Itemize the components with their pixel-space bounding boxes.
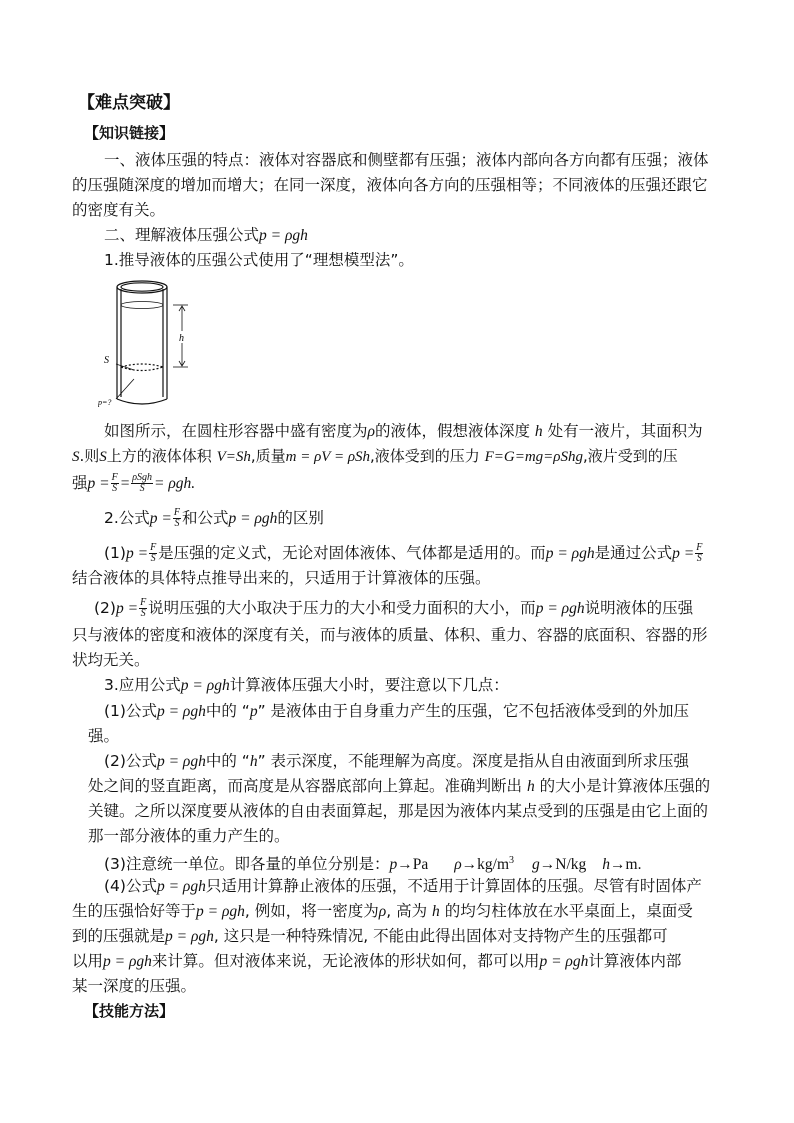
- unit-symbol: h: [602, 856, 611, 874]
- fraction-numerator: F: [150, 542, 157, 553]
- fraction-numerator: F: [111, 472, 118, 483]
- sub1-text: (1): [104, 544, 126, 562]
- formula-volume: V=Sh: [216, 449, 251, 465]
- fraction-denominator: S: [174, 518, 180, 529]
- fraction-denominator: S: [140, 608, 146, 619]
- fraction-numerator: F: [140, 597, 147, 608]
- derive-text: 如图所示，在圆柱形容器中盛有密度为: [104, 422, 368, 440]
- section-knowledge-link: 【知识链接】: [84, 124, 175, 142]
- derive-line3: 强p = $\frac{F}{S}$ = $\frac{\text{ρSgh}}{S}$ = ρgh.: [72, 472, 196, 494]
- p32-text: ” 表示深度，不能理解为高度。深度是指从自由液面到所求压强: [257, 752, 690, 770]
- derive-text: 上方的液体体积: [106, 447, 212, 465]
- sub1-line1: [104, 541, 704, 566]
- p-symbol: p: [249, 703, 258, 720]
- item3-text: 计算液体压强大小时，要注意以下几点：: [229, 676, 509, 694]
- formula-force: F=G=mg=ρShg: [484, 449, 583, 465]
- formula-p-rho-g-h: p = ρgh: [259, 227, 308, 244]
- derive-text: .则: [79, 447, 100, 465]
- fraction-rhosgh-over-s: [131, 473, 153, 494]
- para1-line1: 一、液体压强的特点：液体对容器底和侧壁都有压强；液体内部向各方向都有压强；液体: [104, 151, 709, 169]
- p34-text: 的均匀柱体放在水平桌面上，桌面受: [444, 902, 693, 920]
- fraction-denominator: S: [139, 483, 145, 494]
- para2-text: 二、理解液体压强公式: [104, 226, 260, 244]
- fraction-f-over-s: [173, 508, 181, 529]
- sub2-text: 说明液体的压强: [584, 599, 694, 617]
- p34-line4: [72, 949, 681, 974]
- derive-text: ,质量: [250, 447, 286, 465]
- formula-p: p =: [87, 475, 110, 492]
- heading-difficulty: 【难点突破】: [78, 93, 180, 113]
- p32-line4: 那一部分液体的重力产生的。: [88, 827, 290, 845]
- para1-line2: 的压强随深度的增加而增大；在同一深度，液体向各方向的压强相等；不同液体的压强还跟它: [72, 176, 708, 194]
- item2-line: [104, 506, 324, 531]
- unit-value: →kg/m: [461, 856, 510, 874]
- s-symbol: S: [99, 449, 107, 465]
- h-symbol: h: [249, 753, 258, 770]
- rho-symbol: ρ: [378, 903, 387, 920]
- fraction-f-over-s: [149, 543, 157, 564]
- fraction-numerator: ρSgh: [132, 472, 152, 483]
- section-skill-method: 【技能方法】: [84, 1002, 175, 1020]
- figure-p-label: p=?: [98, 398, 112, 407]
- formula-p: p =: [149, 510, 172, 527]
- figure-s-label: S: [104, 355, 109, 366]
- formula-p-rho-g-h: p = ρgh: [196, 903, 245, 920]
- formula-p-rho-g-h: p = ρgh: [103, 953, 152, 970]
- p32-text: 处之间的竖直距离，而高度是从容器底部向上算起。准确判断出: [88, 777, 523, 795]
- sub1-text: 是通过公式: [594, 544, 673, 562]
- unit-superscript: 3: [509, 855, 515, 866]
- cylinder-container-figure: [98, 275, 208, 415]
- fraction-f-over-s: [139, 598, 147, 619]
- para2-line: [104, 223, 308, 248]
- formula-p-rho-g-h: p = ρgh: [156, 703, 206, 720]
- p34-text: 只适用计算静止液体的压强，不适用于计算固体的压强。尽管有时固体产: [205, 877, 702, 895]
- p34-line3: [72, 924, 668, 949]
- formula-p: p =: [115, 600, 139, 617]
- h-symbol: h: [534, 423, 543, 440]
- fraction-denominator: S: [150, 553, 156, 564]
- p32-text: 的大小是计算液体压强的: [539, 777, 711, 795]
- formula-p-rho-g-h: p = ρgh: [539, 953, 589, 970]
- p34-line1: [104, 874, 702, 899]
- sub2-text: 说明压强的大小取决于压力的大小和受力面积的大小，而: [148, 599, 536, 617]
- formula-result: = ρgh.: [154, 475, 196, 492]
- para1-line3: 的密度有关。: [72, 201, 166, 219]
- formula-p-rho-g-h: p = ρgh: [228, 510, 278, 527]
- fraction-numerator: F: [173, 507, 180, 518]
- item2-text: 的区别: [277, 509, 324, 527]
- derive-text: ,液体受到的压力: [370, 447, 480, 465]
- derive-text: ,液片受到的压: [583, 447, 678, 465]
- p34-text: 来计算。但对液体来说，无论液体的形状如何，都可以用: [151, 952, 540, 970]
- p31-line1: [104, 699, 689, 724]
- item2-text: 和公式: [182, 509, 229, 527]
- sub2-text: (2): [94, 599, 116, 617]
- sub2-line3: 状均无关。: [72, 651, 150, 669]
- p32-text: 中的 “: [205, 752, 250, 770]
- p34-line5: 某一深度的压强。: [72, 977, 197, 995]
- unit-symbol: p: [389, 856, 398, 874]
- p31-text: ” 是液体由于自身重力产生的压强，它不包括液体受到的外加压: [257, 702, 690, 720]
- figure-h-label: h: [179, 333, 184, 344]
- fraction-denominator: S: [112, 483, 118, 494]
- p31-text: 中的 “: [205, 702, 250, 720]
- p34-text: 到的压强就是: [72, 927, 166, 945]
- derive-text: 处有一液片，其面积为: [547, 422, 703, 440]
- rho-symbol: ρ: [367, 423, 375, 440]
- p32-line3: 关键。之所以深度要从液体的自由表面算起，那是因为液体内某点受到的压强是由它上面的: [88, 802, 709, 820]
- p32-line1: [104, 749, 689, 774]
- p34-line2: [72, 899, 693, 924]
- item3-text: 3.应用公式: [104, 676, 181, 694]
- unit-value: →N/kg: [539, 856, 587, 874]
- derive-line2: [72, 444, 678, 469]
- s-symbol: S: [72, 449, 80, 465]
- p34-text: (4)公式: [104, 877, 157, 895]
- formula-p-rho-g-h: p = ρgh: [535, 600, 585, 617]
- unit-symbol: ρ: [454, 856, 462, 874]
- fraction-numerator: F: [696, 542, 703, 553]
- p34-text: 计算液体内部: [588, 952, 682, 970]
- formula-p: p =: [672, 545, 695, 562]
- p34-text: , 这只是一种特殊情况, 不能由此得出固体对支持物产生的压强都可: [213, 927, 668, 945]
- unit-symbol: g: [532, 856, 540, 874]
- p34-text: 生的压强恰好等于: [72, 902, 197, 920]
- formula-p: p =: [125, 545, 149, 562]
- unit-value: →m.: [610, 856, 642, 874]
- p31-text: (1)公式: [104, 702, 157, 720]
- fraction-denominator: S: [696, 553, 702, 564]
- sub1-line2: 结合液体的具体特点推导出来的，只适用于计算液体的压强。: [72, 569, 491, 587]
- sub1-text: 是压强的定义式，无论对固体液体、气体都是适用的。而: [158, 544, 546, 562]
- derive-line1: [104, 419, 703, 444]
- p34-text: , 高为: [386, 902, 428, 920]
- sub2-line2: 只与液体的密度和液体的深度有关，而与液体的质量、体积、重力、容器的底面积、容器的形: [72, 626, 708, 644]
- sub2-line1: [94, 596, 693, 621]
- p34-text: , 例如，将一密度为: [244, 902, 379, 920]
- formula-p-rho-g-h: p = ρgh: [156, 878, 206, 895]
- item2-text: 2.公式: [104, 509, 150, 527]
- p34-text: 以用: [72, 952, 104, 970]
- item1-line: 1.推导液体的压强公式使用了“理想模型法”。: [104, 251, 414, 269]
- derive-text: 强: [72, 474, 88, 492]
- formula-p-rho-g-h: p = ρgh: [156, 753, 206, 770]
- p32-text: (2)公式: [104, 752, 157, 770]
- derive-text: 的液体，假想液体深度: [374, 422, 530, 440]
- p31-line2: 强。: [88, 727, 120, 745]
- p33-line: [104, 849, 641, 877]
- h-symbol: h: [526, 778, 535, 795]
- item3-line: [104, 673, 509, 698]
- fraction-f-over-s: [111, 473, 119, 494]
- formula-p-rho-g-h: p = ρgh: [545, 545, 595, 562]
- unit-value: →Pa: [397, 856, 429, 874]
- p32-line2: [88, 774, 710, 799]
- p33-text: (3)注意统一单位。即各量的单位分别是：: [104, 855, 390, 874]
- formula-mass: m = ρV = ρSh: [285, 449, 371, 465]
- h-symbol: h: [432, 903, 440, 920]
- formula-p-rho-g-h: p = ρgh: [165, 928, 214, 945]
- fraction-f-over-s: [695, 543, 703, 564]
- formula-p-rho-g-h: p = ρgh: [180, 677, 230, 694]
